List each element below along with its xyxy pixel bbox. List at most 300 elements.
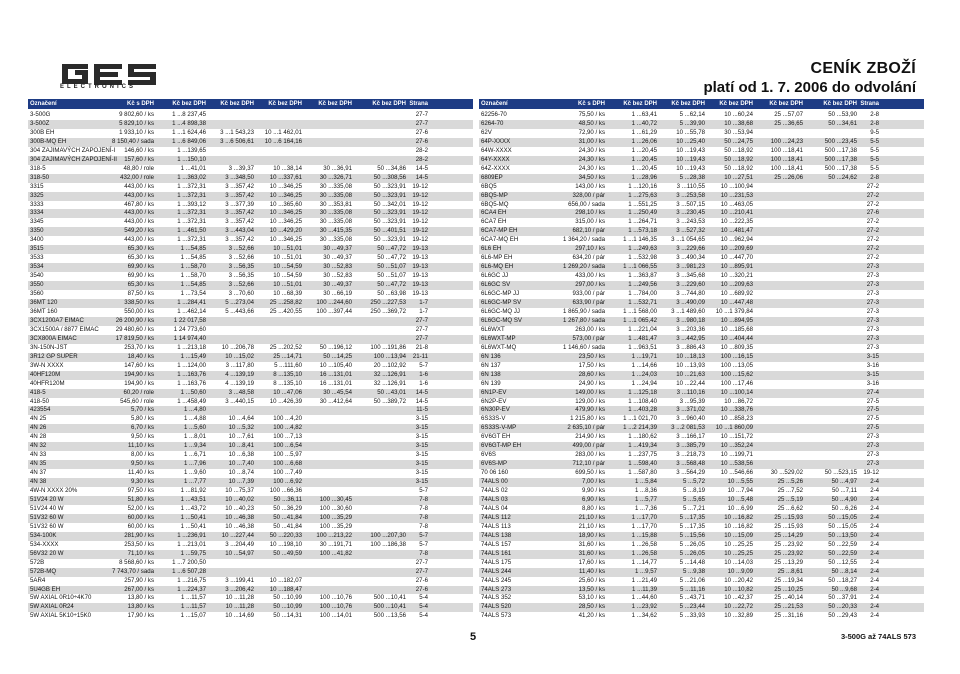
price-with-vat: 9,90 / ks [581, 487, 605, 495]
price-with-vat: 72,90 / ks [578, 128, 605, 136]
quantity-price: 30 ...36,91 [323, 164, 352, 172]
price-with-vat: 443,00 / ks [124, 236, 154, 244]
quantity-price: 1 ...24,94 [631, 379, 657, 387]
catalog-page: 27-6 [415, 585, 428, 593]
catalog-page: 27-3 [866, 316, 879, 324]
quantity-price: 10 ...46,38 [225, 513, 254, 521]
quantity-price: 10 ...42,37 [724, 594, 753, 602]
quantity-price: 10 ...40,23 [225, 504, 254, 512]
table-row [28, 353, 473, 362]
quantity-price: 50 ...523,15 [824, 469, 857, 477]
quantity-price: 1 ...963,51 [628, 343, 657, 351]
product-code: 74ALS 273 [481, 585, 512, 593]
quantity-price: 3 ...203,36 [676, 325, 705, 333]
quantity-price: 1 ...372,31 [177, 236, 206, 244]
quantity-price: 100 ...16,15 [720, 352, 753, 360]
product-code: 5W AXIAL 0R10÷4K70 [30, 594, 92, 602]
price-with-vat: 65,30 / ks [127, 254, 154, 262]
catalog-page: 3-16 [866, 361, 879, 369]
quantity-price: 100 ...17,46 [720, 379, 753, 387]
price-with-vat: 315,00 / ks [575, 218, 605, 226]
catalog-page: 1-7 [419, 307, 428, 315]
product-code: 3CX1200A7 EIMAC [30, 316, 84, 324]
price-with-vat: 634,20 / pár [572, 254, 605, 262]
column-header: Kč bez DPH [671, 101, 705, 107]
quantity-price [254, 559, 302, 568]
table-row [479, 362, 924, 371]
catalog-page: 27-3 [866, 451, 879, 459]
price-with-vat: 253,50 / ks [124, 540, 154, 548]
price-with-vat: 479,90 / ks [575, 406, 605, 414]
catalog-page: 19-13 [412, 254, 428, 262]
quantity-price [254, 568, 302, 577]
product-code: 6L6-MP EH [481, 254, 513, 262]
quantity-price: 1 ...58,70 [180, 263, 206, 271]
quantity-price: 50 ...7,11 [832, 487, 857, 495]
product-code: 3315 [30, 182, 44, 190]
quantity-price: 50 ...22,59 [828, 540, 857, 548]
quantity-price: 1 ...8 237,45 [172, 111, 206, 118]
catalog-page: 27-2 [866, 218, 879, 226]
table-header [479, 99, 924, 109]
quantity-price: 50 ...8,14 [831, 567, 857, 575]
table-row [28, 514, 473, 523]
product-code: 64Y-XXXX [481, 155, 510, 163]
product-code: 74ALS 138 [481, 531, 512, 539]
quantity-price [753, 192, 803, 201]
table-row [28, 451, 473, 460]
quantity-price: 10 ...198,10 [269, 540, 302, 548]
quantity-price: 25 ...5,26 [777, 478, 803, 486]
quantity-price: 50 ...18,27 [828, 576, 857, 584]
quantity-price [753, 272, 803, 281]
quantity-price: 3 ...110,16 [676, 388, 705, 396]
quantity-price: 1 ...237,75 [628, 451, 657, 459]
quantity-price: 10 ...13,93 [676, 361, 705, 369]
price-with-vat: 443,00 / ks [124, 218, 154, 226]
price-with-vat: 129,00 / ks [575, 397, 605, 405]
table-row [28, 603, 473, 612]
quantity-price [803, 218, 857, 227]
table-row [479, 299, 924, 308]
quantity-price [753, 398, 803, 407]
product-code: 3-500Z [30, 119, 50, 127]
quantity-price: 50 ...43,01 [377, 388, 406, 396]
table-row [479, 165, 924, 174]
quantity-price: 10 ...352,24 [720, 442, 753, 450]
catalog-page: 7-8 [419, 504, 428, 512]
quantity-price: 50 ...18,92 [724, 164, 753, 172]
table-row [479, 505, 924, 514]
quantity-price: 50 ...51,07 [377, 263, 406, 271]
quantity-price: 50 ...14,25 [323, 352, 352, 360]
table-row [479, 586, 924, 595]
price-with-vat: 146,60 / ks [124, 146, 154, 154]
quantity-price: 3 ...95,39 [679, 397, 705, 405]
quantity-price: 500 ...23,45 [824, 137, 857, 145]
product-code: 3350 [30, 227, 44, 235]
catalog-page: 3-15 [415, 451, 428, 459]
price-with-vat: 194,90 / ks [124, 370, 154, 378]
price-with-vat: 7 743,70 / sada [111, 567, 154, 575]
price-with-vat: 69,90 / ks [127, 263, 154, 271]
quantity-price: 1 ...8,36 [634, 487, 657, 495]
catalog-page: 14-5 [415, 164, 428, 172]
quantity-price [302, 424, 352, 433]
price-with-vat: 71,10 / ks [127, 549, 154, 557]
quantity-price: 100 ...15,62 [720, 370, 753, 378]
product-code: 3CX1500A / 8877 EIMAC [30, 325, 99, 333]
product-code: 4N 32 [30, 442, 47, 450]
quantity-price: 50 ...34,86 [377, 164, 406, 172]
quantity-price: 1 ...73,54 [180, 290, 206, 298]
quantity-price: 10 ...894,95 [720, 316, 753, 324]
quantity-price [753, 380, 803, 389]
quantity-price [206, 120, 254, 129]
table-row [479, 147, 924, 156]
table-row [479, 460, 924, 469]
table-row [479, 594, 924, 603]
table-row [479, 156, 924, 165]
quantity-price: 1 ...54,85 [180, 254, 206, 262]
table-row [479, 371, 924, 380]
price-with-vat: 60,00 / ks [127, 513, 154, 521]
quantity-price [352, 406, 406, 415]
table-row [479, 263, 924, 272]
table-row [28, 415, 473, 424]
quantity-price [254, 120, 302, 129]
catalog-page: 27-5 [866, 415, 879, 423]
catalog-page: 3-15 [415, 442, 428, 450]
quantity-price [302, 568, 352, 577]
catalog-page: 28-2 [415, 146, 428, 154]
quantity-price: 1 ...15,88 [631, 531, 657, 539]
quantity-price: 1 ...120,16 [628, 182, 657, 190]
quantity-price: 1 ...11,39 [632, 585, 657, 593]
table-row [479, 612, 924, 621]
column-header: Kč bez DPH [769, 101, 803, 107]
quantity-price: 250 ...369,72 [370, 307, 406, 315]
product-code: 6CA7 EH [481, 218, 507, 226]
quantity-price: 50 ...342,01 [373, 200, 406, 208]
catalog-page: 2-4 [870, 603, 879, 611]
table-row [28, 505, 473, 514]
quantity-price: 30 ...45,54 [323, 388, 352, 396]
quantity-price [302, 138, 352, 147]
catalog-page: 5-7 [419, 361, 428, 369]
quantity-price [254, 111, 302, 120]
quantity-price [352, 460, 406, 469]
table-row [479, 236, 924, 245]
catalog-page: 19-12 [412, 209, 428, 217]
quantity-price: 10 ...320,21 [720, 272, 753, 280]
catalog-page: 27-5 [866, 406, 879, 414]
column-header: Označení [481, 101, 508, 107]
quantity-price [352, 559, 406, 568]
page-range: 3-500G až 74ALS 573 [840, 632, 916, 641]
quantity-price: 10 ...51,01 [273, 245, 302, 253]
quantity-price: 1 ...221,04 [628, 325, 657, 333]
quantity-price: 100 ...41,82 [319, 549, 352, 557]
price-with-vat: 17,50 / ks [578, 361, 605, 369]
quantity-price: 10 ...38,14 [273, 164, 302, 172]
quantity-price: 50 ...220,33 [269, 531, 302, 539]
quantity-price: 10 ...6 164,16 [264, 137, 302, 145]
catalog-page: 7-8 [419, 495, 428, 503]
table-row [28, 469, 473, 478]
catalog-page: 7-8 [419, 549, 428, 557]
quantity-price [302, 586, 352, 595]
price-with-vat: 328,00 / pár [572, 191, 605, 199]
product-code: 3345 [30, 218, 44, 226]
quantity-price: 10 ...38,68 [724, 119, 753, 127]
quantity-price [803, 272, 857, 281]
product-code: 5W AXIAL 0R24 [30, 603, 74, 611]
quantity-price: 50 ...323,91 [373, 209, 406, 217]
quantity-price: 1 ...224,37 [177, 585, 206, 593]
quantity-price: 25 ...21,53 [774, 603, 803, 611]
product-code: 304 ZAJIMAVÝCH ZAPOJENÍ-II [30, 155, 117, 163]
quantity-price: 1 ...573,18 [628, 227, 657, 235]
catalog-page: 14-5 [415, 173, 428, 181]
quantity-price: 1 ...481,47 [628, 334, 657, 342]
product-code: 3560 [30, 290, 44, 298]
table-row [479, 138, 924, 147]
quantity-price: 1 ...180,62 [628, 433, 657, 441]
quantity-price [803, 227, 857, 236]
quantity-price: 1 ...236,91 [177, 531, 206, 539]
quantity-price: 3 ...981,23 [676, 263, 705, 271]
price-with-vat: 157,60 / ks [124, 155, 154, 163]
price-with-vat: 443,00 / ks [124, 191, 154, 199]
quantity-price: 25 ...6,62 [777, 504, 803, 512]
quantity-price [753, 335, 803, 344]
catalog-page: 1-7 [419, 299, 428, 307]
quantity-price: 50 ...22,59 [828, 549, 857, 557]
product-code: 418-5 [30, 388, 46, 396]
catalog-page: 19-13 [412, 245, 428, 253]
quantity-price: 3 ...1 054,65 [671, 236, 705, 244]
quantity-price: 10 ...365,60 [269, 200, 302, 208]
quantity-price: 50 ...323,91 [373, 191, 406, 199]
catalog-page: 27-2 [866, 227, 879, 235]
price-with-vat: 283,00 / ks [575, 451, 605, 459]
quantity-price: 5 ...43,71 [679, 594, 705, 602]
quantity-price [302, 478, 352, 487]
quantity-price: 5 ...5,65 [682, 495, 705, 503]
product-code: 3N-150N-JST [30, 343, 68, 351]
quantity-price [206, 156, 254, 165]
quantity-price: 3 ...744,80 [676, 290, 705, 298]
quantity-price: 10 ...337,61 [269, 173, 302, 181]
table-row [479, 209, 924, 218]
table-header [28, 99, 473, 109]
price-with-vat: 97,50 / ks [127, 487, 154, 495]
quantity-price: 25 ...8,61 [777, 567, 803, 575]
price-with-vat: 8,00 / ks [130, 451, 154, 459]
quantity-price: 10 ...51,01 [273, 281, 302, 289]
price-with-vat: 52,00 / ks [127, 504, 154, 512]
quantity-price [352, 147, 406, 156]
quantity-price [302, 335, 352, 344]
product-code: 4W-N XXXX 20% [30, 487, 78, 495]
product-code: 6N30P-EV [481, 406, 510, 414]
quantity-price: 3 ...357,42 [225, 182, 254, 190]
quantity-price: 50 ...15,05 [828, 522, 857, 530]
quantity-price: 1 ...50,41 [180, 522, 206, 530]
quantity-price: 10 ...60,24 [724, 111, 753, 118]
product-code: 6N1P-EV [481, 388, 507, 396]
table-row [479, 398, 924, 407]
quantity-price: 10 ...51,01 [273, 254, 302, 262]
price-with-vat: 11,40 / ks [128, 469, 154, 477]
column-header: Kč bez DPH [172, 101, 206, 107]
quantity-price: 30 ...49,37 [323, 281, 352, 289]
price-with-vat: 2 635,10 / pár [567, 424, 605, 432]
product-code: 36MT 160 [30, 307, 58, 315]
quantity-price: 1 ...163,76 [177, 379, 206, 387]
quantity-price: 10 ...54,59 [273, 272, 302, 280]
table-row [479, 550, 924, 559]
catalog-page: 9-5 [870, 128, 879, 136]
quantity-price: 25 ...15,93 [774, 513, 803, 521]
quantity-price: 1 ...41,01 [180, 164, 206, 172]
quantity-price [352, 335, 406, 344]
quantity-price: 3 ...199,41 [225, 576, 254, 584]
price-with-vat: 18,90 / ks [578, 531, 605, 539]
catalog-page: 2-4 [870, 504, 879, 512]
price-with-vat: 65,30 / ks [127, 245, 154, 253]
quantity-price: 1 ...17,70 [631, 522, 657, 530]
quantity-price: 1 22 017,58 [173, 316, 206, 324]
quantity-price: 50 ...14,31 [273, 612, 302, 620]
quantity-price: 3 ...229,60 [676, 281, 705, 289]
quantity-price: 25 ...36,65 [774, 119, 803, 127]
product-code: 6L6WXT [481, 325, 505, 333]
quantity-price: 30 ...415,35 [319, 227, 352, 235]
quantity-price: 25 ...14,71 [273, 352, 302, 360]
catalog-page: 3-15 [415, 433, 428, 441]
quantity-price: 50 ...12,55 [828, 558, 857, 566]
quantity-price: 25 ...10,25 [774, 585, 803, 593]
price-with-vat: 214,90 / ks [575, 433, 605, 441]
quantity-price: 100 ...397,44 [316, 307, 352, 315]
catalog-page: 5-4 [419, 594, 428, 602]
product-code: 6CA7-MQ EH [481, 236, 519, 244]
quantity-price: 5 ...15,56 [679, 531, 705, 539]
catalog-page: 19-12 [412, 191, 428, 199]
table-row [28, 398, 473, 407]
quantity-price [302, 415, 352, 424]
price-with-vat: 194,90 / ks [124, 379, 154, 387]
quantity-price: 3 ...385,79 [676, 442, 705, 450]
quantity-price [803, 389, 857, 398]
product-code: 3R12 GP SUPER [30, 352, 78, 360]
catalog-page: 27-7 [415, 111, 428, 118]
catalog-page: 2-4 [870, 585, 879, 593]
quantity-price [302, 469, 352, 478]
quantity-price: 1 ...4 898,38 [172, 119, 206, 127]
price-with-vat: 24,30 / ks [578, 146, 605, 154]
table-row [28, 559, 473, 568]
table-row [479, 227, 924, 236]
page-title: CENÍK ZBOŽÍ [810, 60, 916, 77]
quantity-price: 100 ...13,05 [720, 361, 753, 369]
quantity-price: 100 ...35,29 [319, 522, 352, 530]
quantity-price: 10 ...32,89 [724, 612, 753, 620]
quantity-price: 3 ...39,37 [228, 164, 254, 172]
price-with-vat: 7,00 / ks [581, 478, 605, 486]
product-code: 3W-N XXXX [30, 361, 64, 369]
quantity-price [803, 415, 857, 424]
price-with-vat: 60,00 / ks [127, 522, 154, 530]
quantity-price: 3 ...442,95 [676, 334, 705, 342]
quantity-price: 10 ...209,63 [720, 281, 753, 289]
quantity-price: 50 ...9,68 [831, 585, 857, 593]
quantity-price: 50 ...18,92 [724, 155, 753, 163]
table-row [479, 389, 924, 398]
quantity-price [753, 406, 803, 415]
price-with-vat: 65,30 / ks [127, 281, 154, 289]
price-with-vat: 1 933,10 / ks [119, 128, 154, 136]
quantity-price: 10 ...14,03 [724, 558, 753, 566]
catalog-page: 3-15 [415, 469, 428, 477]
table-row [479, 201, 924, 210]
price-with-vat: 6,90 / ks [581, 495, 605, 503]
price-with-vat: 499,00 / pár [572, 442, 605, 450]
quantity-price: 100 ...4,82 [273, 424, 302, 432]
price-with-vat: 34,50 / ks [578, 173, 605, 181]
product-code: 6V6S [481, 451, 496, 459]
quantity-price: 1 ...6 507,28 [172, 567, 206, 575]
quantity-price: 3 ...886,43 [676, 343, 705, 351]
quantity-price: 50 ...53,90 [828, 111, 857, 118]
price-with-vat: 682,10 / pár [572, 227, 605, 235]
product-code: 6L6WXT-MQ [481, 343, 517, 351]
quantity-price: 50 ...10,99 [273, 594, 302, 602]
quantity-price [352, 138, 406, 147]
quantity-price: 10 ...404,44 [720, 334, 753, 342]
price-with-vat: 48,80 / role [123, 164, 154, 172]
catalog-page: 27-7 [415, 567, 428, 575]
quantity-price: 100 ...30,45 [319, 495, 352, 503]
quantity-price: 50 ...29,43 [828, 612, 857, 620]
quantity-price: 10 ...22,44 [676, 379, 705, 387]
quantity-price: 1 ...17,70 [631, 513, 657, 521]
catalog-page: 27-2 [866, 245, 879, 253]
product-code: 6L6 EH [481, 245, 502, 253]
table-row [479, 415, 924, 424]
price-with-vat: 75,50 / ks [578, 111, 605, 118]
price-with-vat: 8 568,60 / ks [119, 558, 154, 566]
price-with-vat: 143,00 / ks [575, 182, 605, 190]
quantity-price: 10 ...809,35 [720, 343, 753, 351]
quantity-price: 10 ...1 860,09 [715, 424, 753, 432]
quantity-price: 1 ...63,41 [631, 111, 657, 118]
quantity-price: 1 ...551,25 [628, 200, 657, 208]
catalog-page: 14-5 [415, 397, 428, 405]
price-with-vat: 432,00 / role [120, 173, 154, 181]
column-header: Kč bez DPH [372, 101, 406, 107]
product-code: 5W AXIAL 5K10÷15K0 [30, 612, 92, 620]
quantity-price: 50 ...196,12 [319, 343, 352, 351]
price-with-vat: 17,90 / ks [127, 612, 154, 620]
column-header: Kč bez DPH [719, 101, 753, 107]
quantity-price: 3 ...243,53 [676, 218, 705, 226]
quantity-price: 1 14 974,40 [173, 334, 206, 342]
quantity-price [254, 317, 302, 326]
price-with-vat: 9,30 / ks [130, 478, 154, 486]
